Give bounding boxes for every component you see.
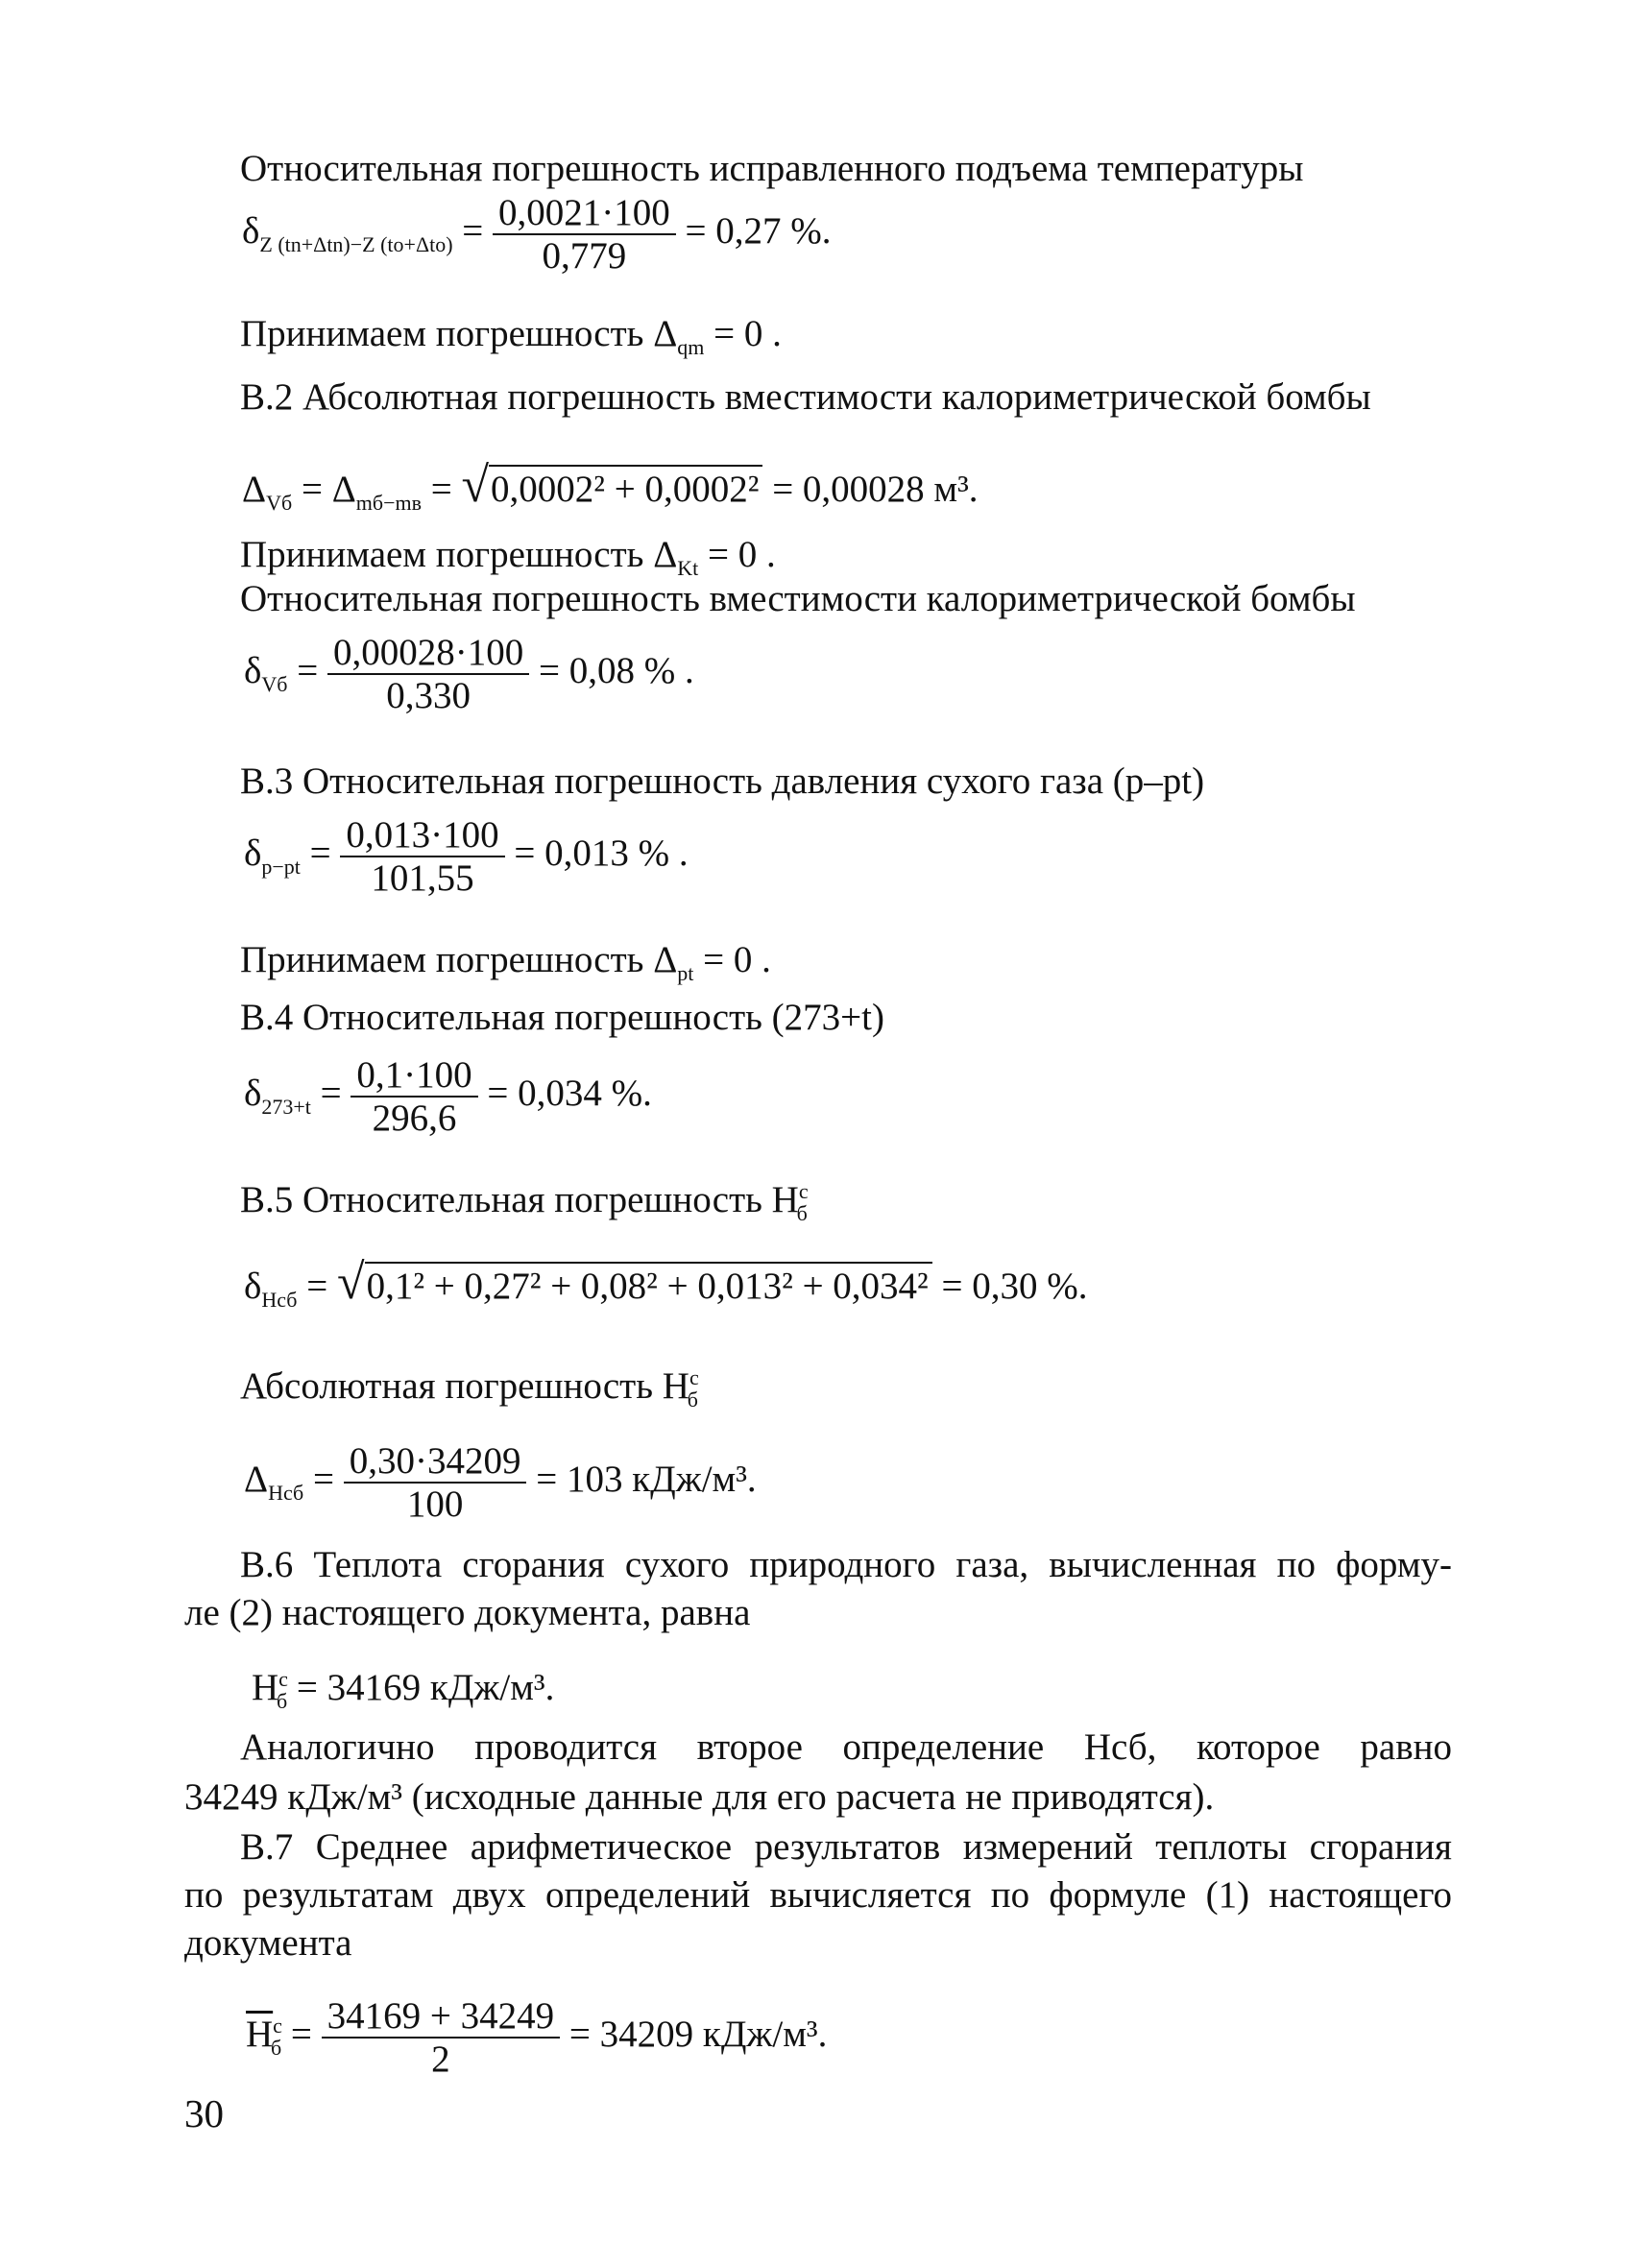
page-number: 30 [184,2091,224,2135]
formula-rel-error-volume: $\delta_{Vб}$ = $\frac{0,00028\cdot 100}{0,330}$ = 0,08 % . [244,632,694,716]
second-determination-line1: Аналогично проводится второе определение Hсб, которое равно [240,1726,1452,1768]
formula-rel-error-heat: $\delta_{Hсб} = √0,1^2 + 0,27^2 + 0,08^2 + 0,013^2 + 0,034^2 = 0,30$ %. [244,1255,1088,1312]
section-b3-heading: В.3 Относительная погрешность давления сухого газа (p–pt) [240,760,1205,802]
heading-rel-error-volume: Относительная погрешность вместимости калориметрической бомбы [240,578,1356,619]
accept-error-qm: Принимаем погрешность $\Delta_{qm} = 0$ . [240,313,782,359]
section-b4-heading: В.4 Относительная погрешность (273+t) [240,997,884,1038]
formula-abs-error-volume: $\Delta_{Vб} = \Delta_{mб-mв} = √0,0002^2 + 0,0002^2 = 0,00028$ м³. [242,458,979,515]
heading-abs-error-heat: Абсолютная погрешность $H^с_б$ [240,1365,699,1411]
section-b6-line1: В.6 Теплота сгорания сухого природного газа, вычисленная по форму- [240,1544,1452,1585]
section-b2-heading: В.2 Абсолютная погрешность вместимости калориметрической бомбы [240,376,1371,418]
accept-error-kt: Принимаем погрешность $\Delta_{Kt} = 0$ . [240,534,776,580]
section-b6-line2: ле (2) настоящего документа, равна [184,1592,751,1633]
section-b5-heading: В.5 Относительная погрешность $H^с_б$ [240,1179,809,1225]
second-determination-line2: 34249 кДж/м³ (исходные данные для его расчета не приводятся). [184,1776,1215,1818]
section-b7-line2: по результатам двух определений вычисляется по формуле (1) настоящего [184,1874,1452,1916]
formula-temp-rise-error: $\delta_{Z (tn+\Delta tn)-Z (to+\Delta to)}$ = $\frac{0,0021\cdot 100}{0,779}$ = 0,27 %. [242,192,832,277]
section-b7-line3: документа [184,1922,352,1964]
heading-rel-error-temp-rise: Относительная погрешность исправленного подъема температуры [240,148,1304,189]
formula-arithmetic-mean: $\overline{H}^с_б$ = $\frac{34169 + 34249}{2}$ = 34209 кДж/м³. [246,1995,828,2080]
accept-error-pt: Принимаем погрешность $\Delta_{pt} = 0$ . [240,939,771,985]
formula-abs-error-heat: $\Delta_{Hсб}$ = $\frac{0,30\cdot 34209}{100}$ = 103 кДж/м³. [244,1440,757,1525]
section-b7-line1: В.7 Среднее арифметическое результатов измерений теплоты сгорания [240,1826,1452,1868]
formula-heat-value: $H^с_б = 34169$ кДж/м³. [252,1667,555,1713]
formula-rel-error-temperature: $\delta_{273+t}$ = $\frac{0,1\cdot 100}{296,6}$ = 0,034 %. [244,1054,652,1139]
formula-rel-error-pressure: $\delta_{p-pt}$ = $\frac{0,013\cdot 100}{101,55}$ = 0,013 % . [244,814,689,899]
